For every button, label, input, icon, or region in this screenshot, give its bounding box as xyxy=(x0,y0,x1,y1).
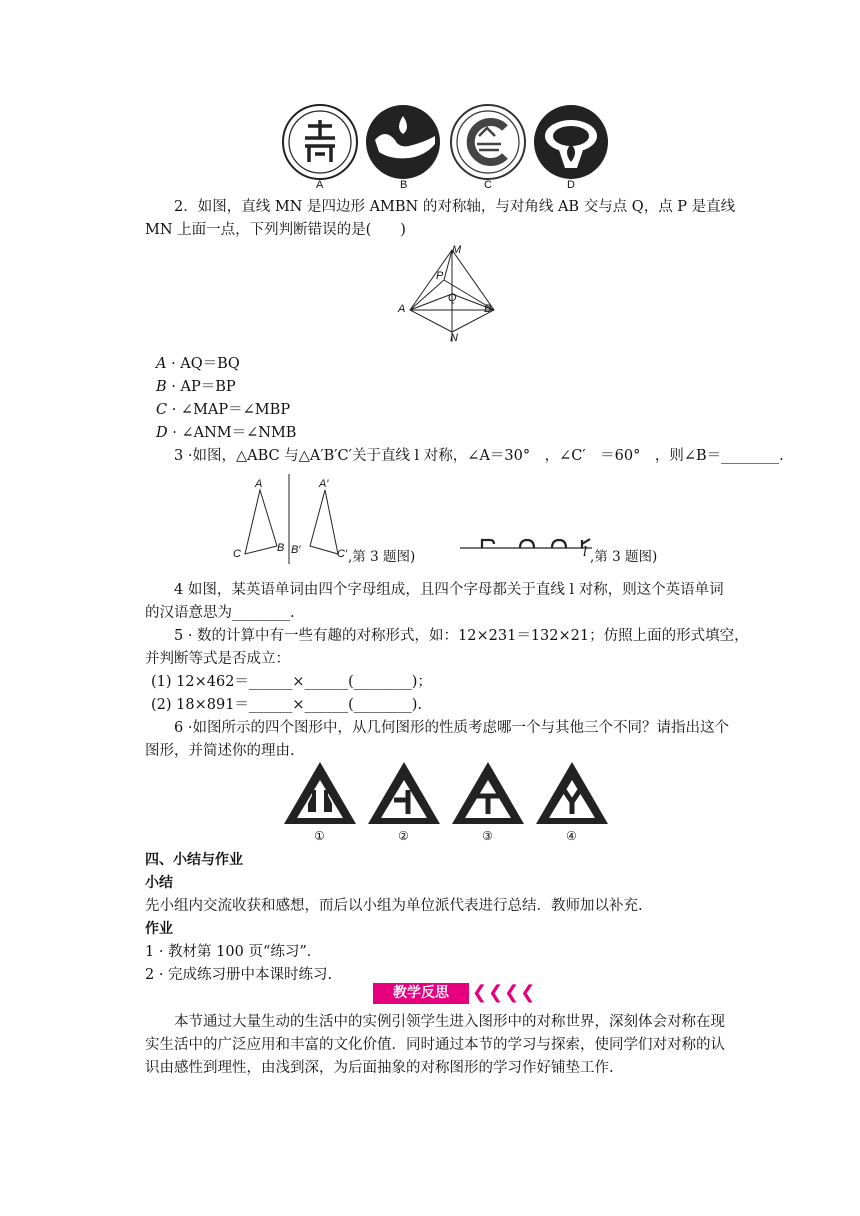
q5-item1: (1) 12×462＝______×______(________)； xyxy=(151,674,432,690)
fig-label-q: Q xyxy=(448,292,457,304)
sign-label-1: ① xyxy=(314,829,325,843)
reflection-banner: 教学反思 xyxy=(373,983,469,1004)
option-text: · ∠MAP＝∠MBP xyxy=(171,402,291,418)
logo-a-icon xyxy=(283,105,357,179)
option-letter: A xyxy=(156,356,167,372)
fig-label-m: M xyxy=(452,244,462,256)
logo-label-a: A xyxy=(316,179,324,191)
banner-arrows-icon: ❮❮❮❮ xyxy=(472,982,537,1003)
q4-line1: 4 如图，某英语单词由四个字母组成，且四个字母都关于直线 l 对称，则这个英语单词 xyxy=(174,582,724,598)
sign-label-4: ④ xyxy=(566,829,577,843)
logo-label-c: C xyxy=(484,179,492,191)
q3-fig2-l: l xyxy=(583,545,588,560)
option-text: · ∠ANM＝∠NMB xyxy=(172,425,297,441)
warning-sign-1-icon xyxy=(284,762,356,824)
logos-svg xyxy=(275,100,615,195)
tri-label-b: B xyxy=(277,542,285,554)
option-letter: B xyxy=(156,379,167,395)
logo-b-icon xyxy=(366,105,440,179)
sign-label-3: ③ xyxy=(482,829,493,843)
tri-label-c1: C′ xyxy=(337,548,348,560)
q3-fig2-caption: ,第 3 题图) xyxy=(590,549,658,565)
tri-label-a: A xyxy=(255,478,263,490)
q6-signs-svg xyxy=(282,760,612,828)
reflection-line3: 识由感性到理性，由浅到深，为后面抽象的对称图形的学习作好铺垫工作. xyxy=(145,1060,614,1076)
fig-label-b: B xyxy=(484,303,492,315)
warning-sign-4-icon xyxy=(536,762,608,824)
q5-line2: 并判断等式是否成立： xyxy=(145,651,290,667)
fig-label-n: N xyxy=(450,332,458,344)
q2-line2: MN 上面一点，下列判断错误的是( ) xyxy=(145,222,406,238)
q5-item2: (2) 18×891＝______×______(________). xyxy=(151,697,422,713)
q2-option-c[interactable] xyxy=(156,400,290,420)
tri-label-b1: B′ xyxy=(291,544,301,556)
logos-figure xyxy=(275,100,615,195)
logo-c-icon xyxy=(451,105,525,179)
section4-heading: 四、小结与作业 xyxy=(145,852,243,868)
homework-item-2: 2 · 完成练习册中本课时练习. xyxy=(145,967,333,983)
q2-figure-svg xyxy=(390,242,500,347)
logo-label-b: B xyxy=(400,179,408,191)
option-text: · AQ＝BQ xyxy=(171,356,240,372)
fig-label-a: A xyxy=(398,303,406,315)
warning-sign-2-icon xyxy=(368,762,440,824)
fig-label-p: P xyxy=(436,270,444,282)
q3-fig1-caption: ,第 3 题图) xyxy=(348,549,416,565)
homework-item-1: 1 · 教材第 100 页“练习”． xyxy=(145,944,322,960)
logo-label-d: D xyxy=(567,179,575,191)
warning-sign-3-icon xyxy=(452,762,524,824)
q2-option-b[interactable] xyxy=(156,377,236,397)
option-text: · AP＝BP xyxy=(171,379,236,395)
q3-figure-triangles xyxy=(225,472,365,567)
logo-d-icon xyxy=(534,105,608,179)
q2-line1: 2．如图，直线 MN 是四边形 AMBN 的对称轴，与对角线 AB 交与点 Q，点 P 是直线 xyxy=(174,199,736,215)
summary-text: 先小组内交流收获和感想，而后以小组为单位派代表进行总结．教师加以补充. xyxy=(145,898,643,914)
q6-signs-figure xyxy=(282,760,612,828)
q2-option-d[interactable] xyxy=(156,423,296,443)
q4-line2: 的汉语意思为________. xyxy=(145,605,295,621)
tri-label-a1: A′ xyxy=(319,478,329,490)
q5-line1: 5 · 数的计算中有一些有趣的对称形式，如：12×231＝132×21；仿照上面的形式填空， xyxy=(174,628,749,644)
q2-option-a[interactable] xyxy=(156,354,240,374)
option-letter: D xyxy=(156,425,168,441)
homework-title: 作业 xyxy=(145,921,173,937)
book-word-svg xyxy=(460,538,592,558)
reflection-line1: 本节通过大量生动的生活中的实例引领学生进入图形中的对称世界，深刻体会对称在现 xyxy=(174,1014,725,1030)
option-letter: C xyxy=(156,402,168,418)
q2-figure xyxy=(390,242,500,347)
sign-label-2: ② xyxy=(398,829,409,843)
q6-line2: 图形，并简述你的理由. xyxy=(145,743,295,759)
tri-label-c: C xyxy=(233,548,241,560)
q3-figure-book xyxy=(460,538,592,558)
reflection-line2: 实生活中的广泛应用和丰富的文化价值．同时通过本节的学习与探索，使同学们对对称的认 xyxy=(145,1037,725,1053)
q3-text: 3 ·如图，△ABC 与△A′B′C′关于直线 l 对称，∠A＝30° ，∠C′ ＝60° ，则∠B＝________. xyxy=(174,448,784,464)
q6-line1: 6 ·如图所示的四个图形中，从几何图形的性质考虑哪一个与其他三个不同？请指出这个 xyxy=(174,720,729,736)
summary-title: 小结 xyxy=(145,875,173,891)
